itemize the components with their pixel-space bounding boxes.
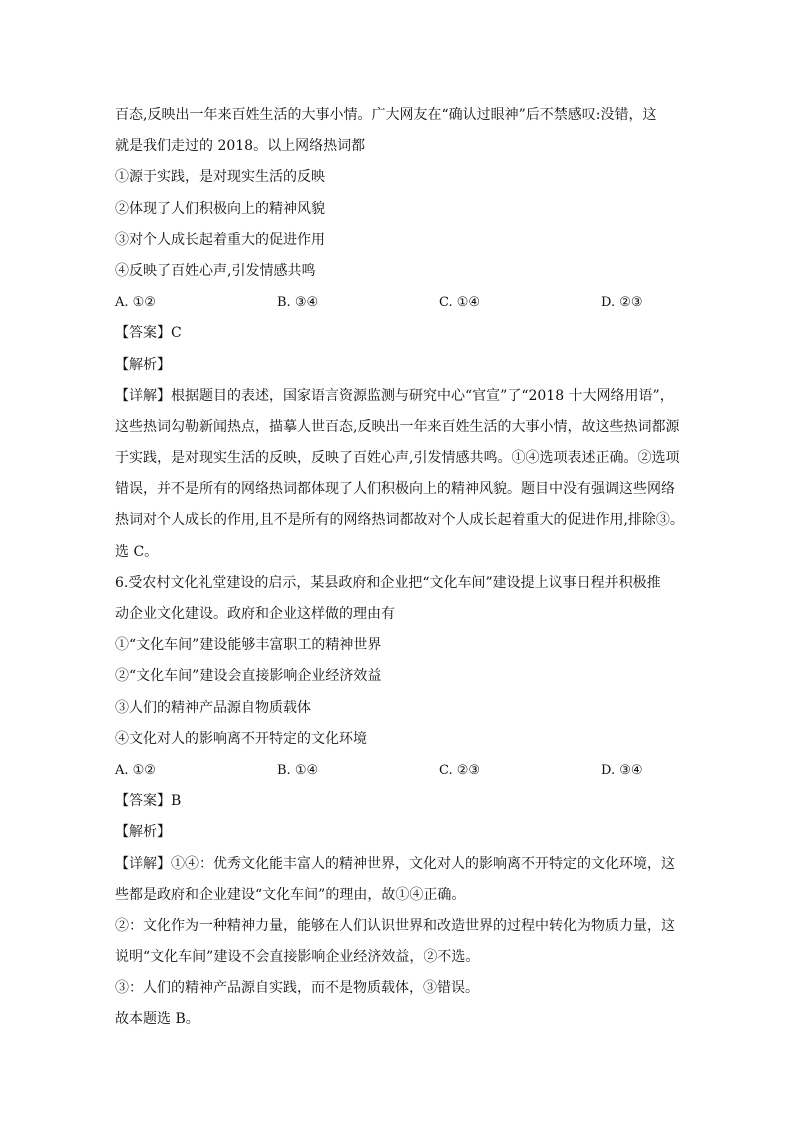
q5-analysis-line-6: 选 C。	[115, 543, 159, 560]
q6-option-d: D. ③④	[601, 762, 643, 778]
q5-analysis-line-5: 热词对个人成长的作用,且不是所有的网络热词都故对个人成长起着重大的促进作用,排除③。	[115, 512, 684, 529]
q5-analysis-line-4: 错误，并不是所有的网络热词都体现了人们积极向上的精神风貌。题目中没有强调这些网络	[115, 481, 675, 498]
q6-analysis-line-3: ②：文化作为一种精神力量，能够在人们认识世界和改造世界的过程中转化为物质力量，这	[115, 917, 675, 934]
q5-analysis-line-2: 这些热词勾勒新闻热点，描摹人世百态,反映出一年来百姓生活的大事小情，故这些热词都源	[115, 418, 680, 435]
q5-option-a: A. ①②	[115, 295, 156, 311]
q6-option-b: B. ①④	[277, 762, 319, 778]
q5-options	[115, 287, 685, 318]
q5-stem-line-1: 百态,反映出一年来百姓生活的大事小情。广大网友在“确认过眼神”后不禁感叹:没错，这	[115, 107, 657, 123]
q6-statement-1: ①“文化车间”建设能够丰富职工的精神世界	[115, 637, 382, 654]
q6-option-a: A. ①②	[115, 762, 156, 778]
q6-stem-line-1: 6.受农村文化礼堂建设的启示，某县政府和企业把“文化车间”建设提上议事日程并积极推	[115, 574, 661, 591]
q5-statement-4: ④反映了百姓心声,引发情感共鸣	[115, 262, 316, 279]
q5-option-b: B. ③④	[277, 295, 319, 311]
q6-analysis-line-2: 些都是政府和企业建设“文化车间”的理由，故①④正确。	[115, 886, 466, 903]
q6-analysis-line-6: 故本题选 B。	[115, 1011, 200, 1028]
q6-analysis-title: 【解析】	[115, 824, 171, 841]
q5-stem-line-2: 就是我们走过的 2018。以上网络热词都	[115, 138, 366, 155]
q5-option-d: D. ②③	[601, 295, 643, 311]
q6-analysis-line-1: 【详解】①④：优秀文化能丰富人的精神世界，文化对人的影响离不开特定的文化环境，这	[115, 855, 675, 872]
q5-answer: 【答案】C	[115, 325, 182, 342]
q6-options	[115, 755, 685, 786]
q5-statement-2: ②体现了人们积极向上的精神风貌	[115, 200, 325, 217]
q5-analysis-line-3: 于实践，是对现实生活的反映，反映了百姓心声,引发情感共鸣。①④选项表述正确。②选项	[115, 450, 680, 467]
q5-analysis-title: 【解析】	[115, 356, 171, 373]
q6-statement-2: ②“文化车间”建设会直接影响企业经济效益	[115, 668, 382, 685]
q6-answer: 【答案】B	[115, 793, 182, 810]
q6-stem-line-2: 动企业文化建设。政府和企业这样做的理由有	[115, 606, 395, 622]
q5-statement-1: ①源于实践，是对现实生活的反映	[115, 169, 325, 186]
q6-statement-4: ④文化对人的影响离不开特定的文化环境	[115, 730, 367, 747]
q5-statement-3: ③对个人成长起着重大的促进作用	[115, 231, 325, 248]
page-content	[115, 100, 685, 1036]
q5-analysis-line-1: 【详解】根据题目的表述，国家语言资源监测与研究中心“官宣”了“2018 十大网络用语”，	[115, 387, 674, 404]
q6-analysis-line-4: 说明“文化车间”建设不会直接影响企业经济效益，②不选。	[115, 949, 480, 966]
q6-analysis-line-5: ③：人们的精神产品源自实践，而不是物质载体，③错误。	[115, 980, 479, 997]
q6-statement-3: ③人们的精神产品源自物质载体	[115, 699, 311, 716]
q5-option-c: C. ①④	[439, 295, 481, 311]
q6-option-c: C. ②③	[439, 762, 481, 778]
